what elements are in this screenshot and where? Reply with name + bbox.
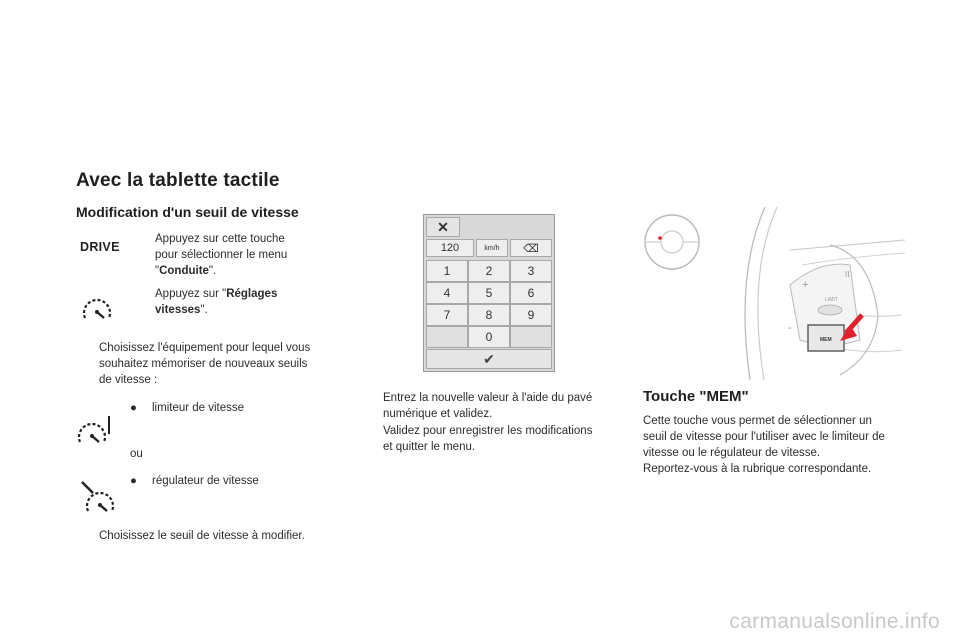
step1-line1: Appuyez sur cette touche [155,233,285,245]
step1-suffix: ". [208,265,217,277]
validate-button[interactable]: ✔ [426,349,552,369]
keypad-key-2[interactable]: 2 [468,260,510,282]
keypad-key-9[interactable]: 9 [510,304,552,326]
close-button[interactable]: ✕ [426,217,460,237]
keypad-key-6[interactable]: 6 [510,282,552,304]
step6-line2: et quitter le menu. [383,441,476,453]
svg-text:+: + [802,279,809,291]
step1-prefix: " [155,265,160,277]
step5-line2: numérique et validez. [383,408,493,420]
speed-limiter-icon [76,414,114,448]
step-validate [362,423,623,455]
keypad-blank-right [510,326,552,348]
mem-description [643,413,923,477]
watermark: carmanualsonline.info [729,610,940,633]
keypad-key-7[interactable]: 7 [426,304,468,326]
mem-line3: vitesse ou le régulateur de vitesse. [643,447,821,459]
step-select-conduite [134,231,335,279]
mem-line1: Cette touche vous permet de sélectionner un [643,415,872,427]
keypad-key-0[interactable]: 0 [468,326,510,348]
step5-line1: Entrez la nouvelle valeur à l'aide du pavé [383,392,593,404]
bullet-icon: ● [130,402,137,414]
page-title: Avec la tablette tactile [76,170,280,191]
or-label: ou [130,448,143,460]
mem-line2: seuil de vitesse pour l'utiliser avec le limiteur de [643,431,885,443]
drive-key-label: DRIVE [80,240,120,254]
step2-bold2: vitesses [155,304,201,316]
step-enter-value [362,390,623,422]
keypad-key-5[interactable]: 5 [468,282,510,304]
cruise-control-icon [80,480,120,516]
step4-text: Choisissez le seuil de vitesse à modifier. [99,530,305,542]
speed-settings-icon [80,292,114,326]
step3-line2: souhaitez mémoriser de nouveaux seuils [99,358,308,370]
keypad-key-3[interactable]: 3 [510,260,552,282]
speed-value-display: 120 [426,239,474,257]
option2-label: régulateur de vitesse [152,475,259,487]
keypad-key-4[interactable]: 4 [426,282,468,304]
keypad-blank-left [426,326,468,348]
step2-text: Appuyez sur " [155,288,227,300]
keypad-key-1[interactable]: 1 [426,260,468,282]
section-subtitle: Modification d'un seuil de vitesse [76,204,299,220]
steering-wheel-illustration [640,205,910,380]
svg-text:II: II [845,270,850,279]
svg-text:-: - [788,322,792,334]
backspace-button[interactable]: ⌫ [510,239,552,257]
mem-button-label: MEM [820,337,832,343]
mem-section-title: Touche "MEM" [643,388,749,405]
step2-suffix: ". [200,304,208,316]
mem-line4: Reportez-vous à la rubrique correspondante. [643,463,872,475]
step2-bold1: Réglages [226,288,278,300]
step-reglages-vitesses [134,286,335,318]
option1-label: limiteur de vitesse [152,402,245,414]
keypad-key-8[interactable]: 8 [468,304,510,326]
limit-label: LIMIT [825,297,838,303]
step-choose-equipment [78,340,349,388]
step1-line2: pour sélectionner le menu [155,249,288,261]
step1-menu-name: Conduite [159,265,209,277]
step3-line3: de vitesse : [99,374,158,386]
bullet-icon: ● [130,475,137,487]
option-cruise-control [130,473,259,489]
option-speed-limiter [130,400,244,416]
step3-line1: Choisissez l'équipement pour lequel vous [99,342,311,354]
step6-line1: Validez pour enregistrer les modifications [383,425,593,437]
touchscreen-keypad [423,214,555,372]
step-choose-threshold [78,528,359,544]
unit-label: km/h [476,239,508,257]
